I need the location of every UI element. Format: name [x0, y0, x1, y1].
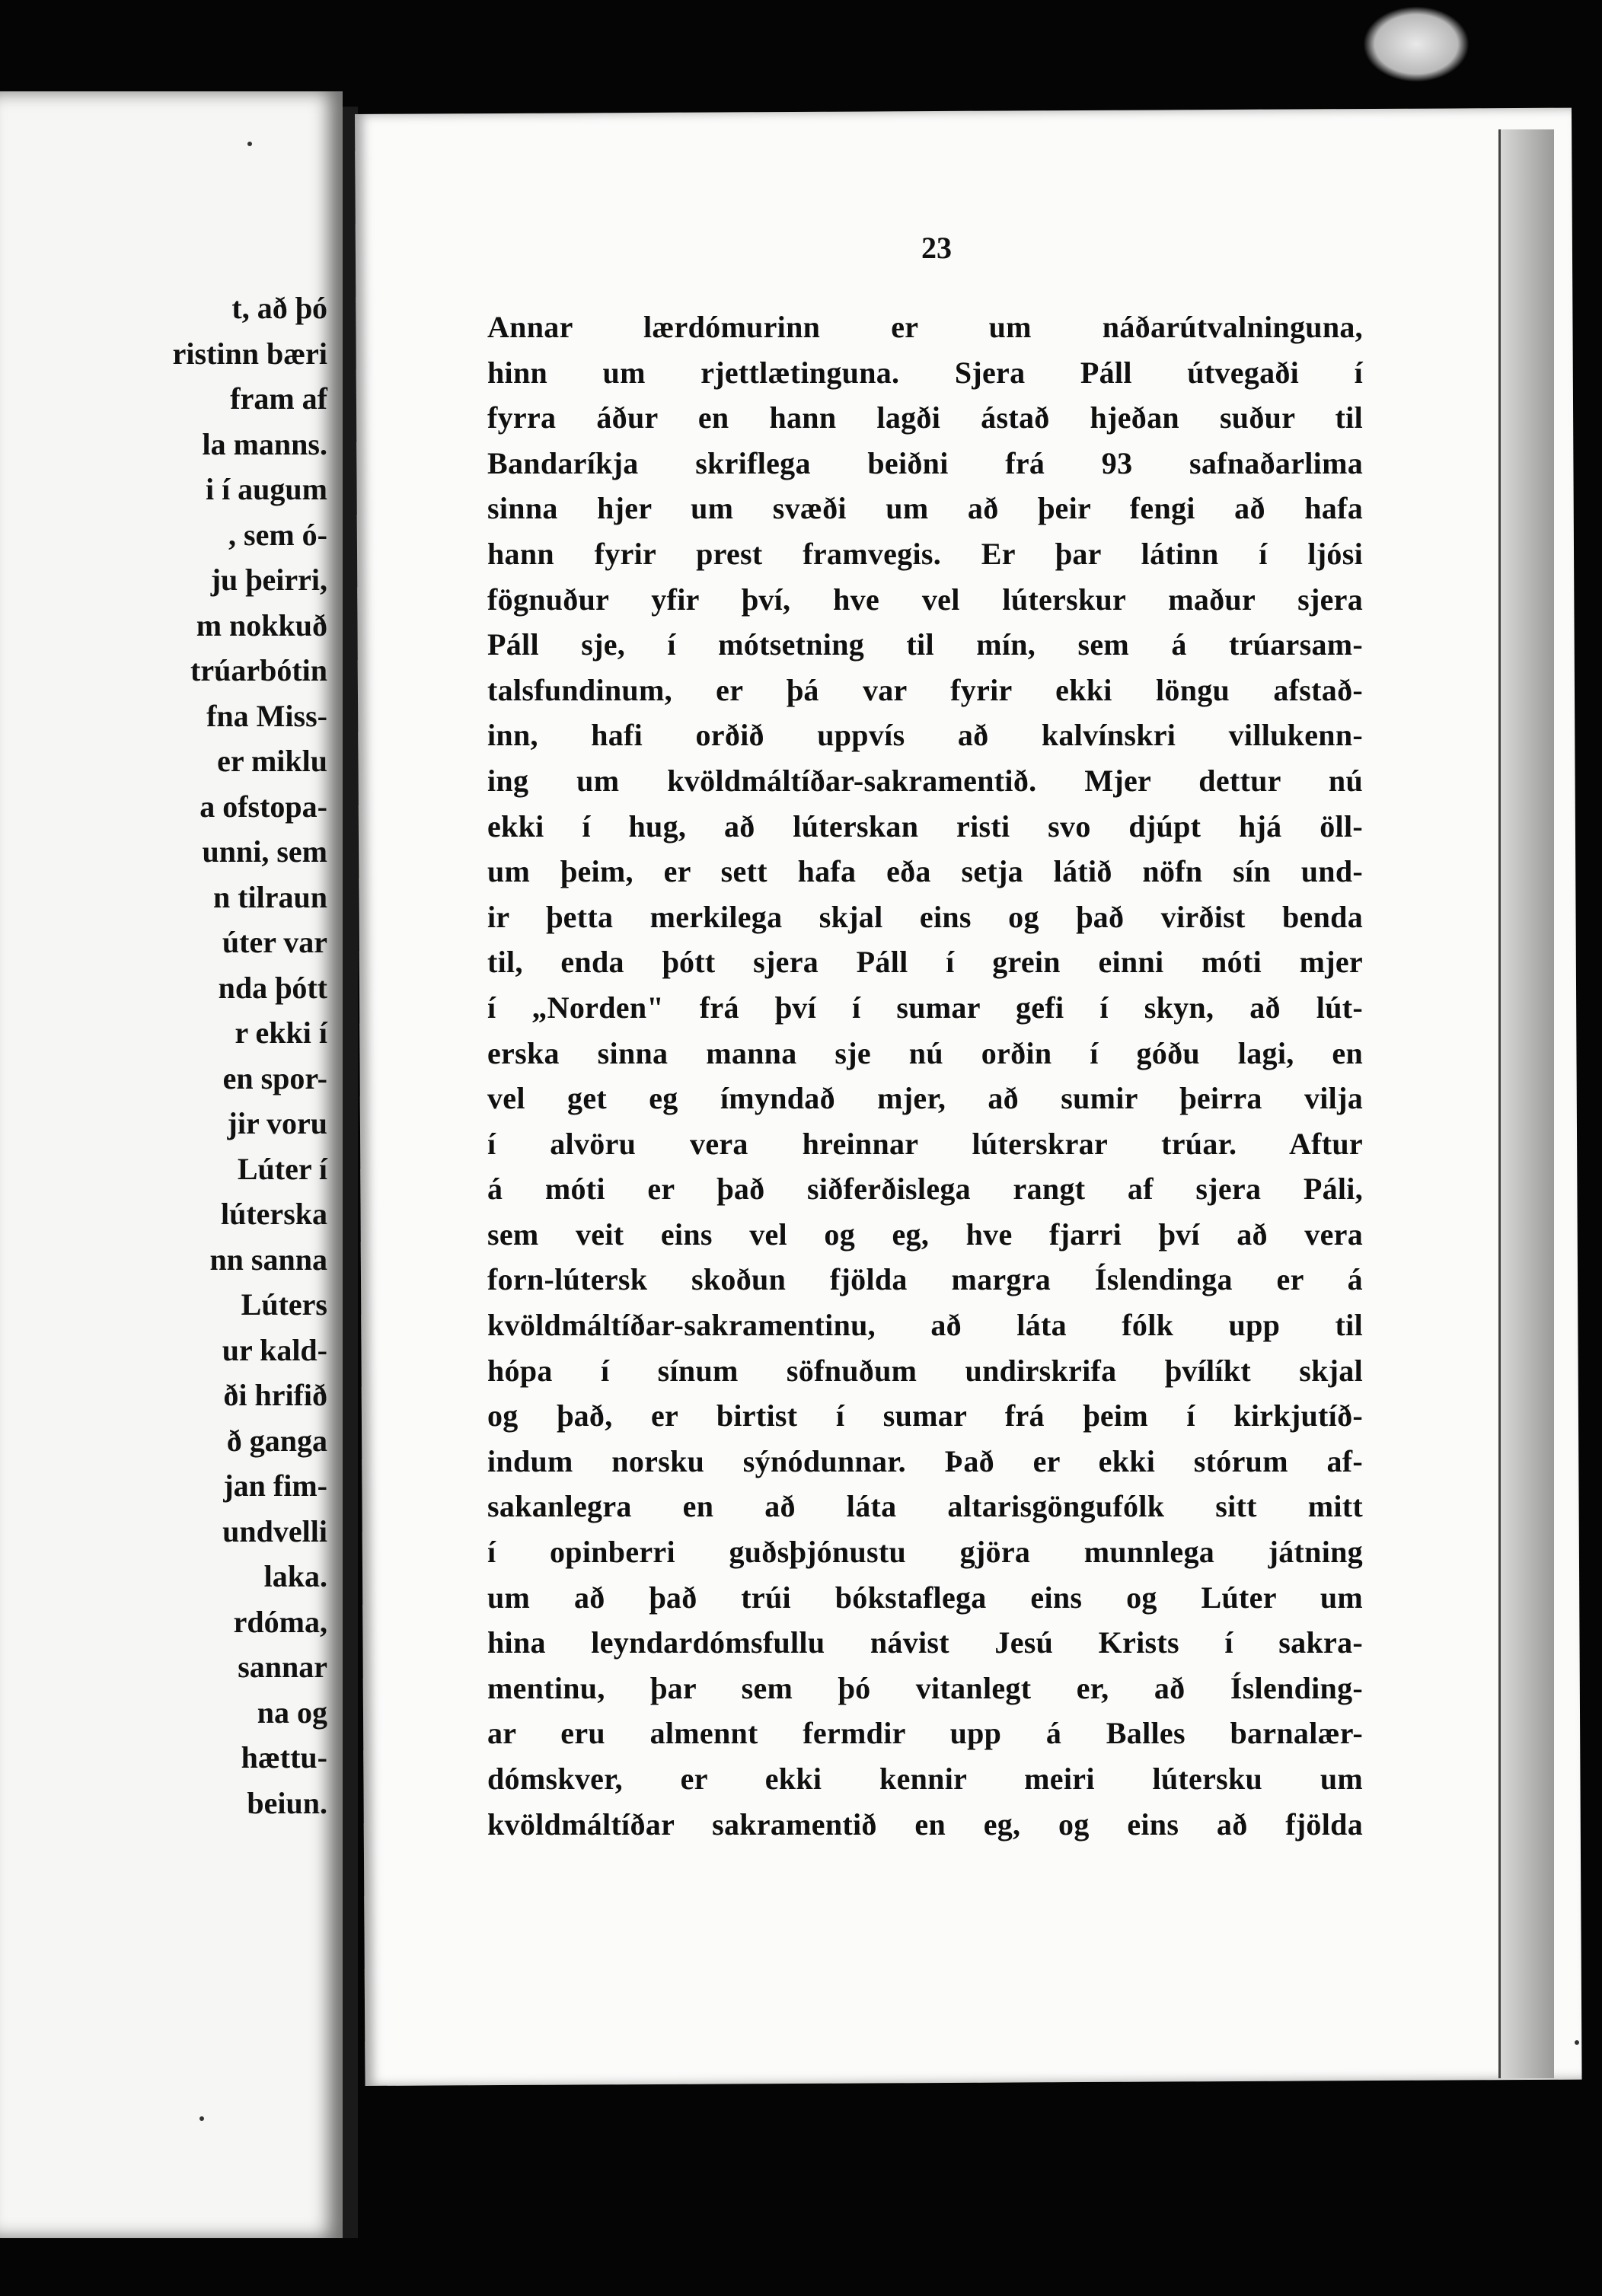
left-page-line: t, að þó — [231, 291, 327, 325]
body-line: Annar lærdómurinn er um náðarútvalninguna, — [487, 310, 1363, 344]
body-line: ar eru almennt fermdir upp á Balles barnalær- — [487, 1716, 1363, 1751]
left-page-line: la manns. — [202, 426, 327, 461]
body-line: hópa í sínum söfnuðum undirskrifa þvílíkt skjal — [487, 1353, 1363, 1388]
left-page-line: Lúters — [241, 1287, 327, 1322]
left-page-line: a ofstopa- — [199, 789, 327, 824]
left-page-line: úter var — [222, 925, 327, 959]
body-line: í „Norden" frá því í sumar gefi í skyn, að lút- — [487, 990, 1363, 1025]
body-line: í opinberri guðsþjónustu gjöra munnlega játning — [487, 1535, 1363, 1570]
body-line: á móti er það siðferðislega rangt af sjera Páli, — [487, 1172, 1363, 1207]
left-page-line: fna Miss- — [206, 698, 327, 733]
left-page-line: rdóma, — [233, 1604, 327, 1639]
book-gutter — [343, 107, 358, 2238]
left-page-line: sannar — [238, 1650, 327, 1684]
body-line: vel get eg ímyndað mjer, að sumir þeirra vilja — [487, 1081, 1363, 1116]
body-line: fögnuður yfir því, hve vel lúterskur maður sjera — [487, 582, 1363, 617]
left-page-text — [0, 285, 327, 1826]
left-page-line: undvelli — [222, 1513, 327, 1548]
left-page-line: nn sanna — [209, 1242, 327, 1277]
body-line: sakanlegra en að láta altarisgöngufólk sitt mitt — [487, 1489, 1363, 1524]
body-text — [487, 305, 1363, 1847]
page-edge — [1498, 129, 1554, 2078]
left-page-line: ju þeirri, — [210, 563, 327, 597]
body-line: og það, er birtist í sumar frá þeim í kirkjutíð- — [487, 1398, 1363, 1433]
body-line: hann fyrir prest framvegis. Er þar látinn í ljósi — [487, 536, 1363, 571]
body-line: talsfundinum, er þá var fyrir ekki löngu afstað- — [487, 672, 1363, 707]
body-line: inn, hafi orðið uppvís að kalvínskri villukenn- — [487, 718, 1363, 753]
left-page-line: m nokkuð — [196, 607, 327, 643]
left-page-line: ur kald- — [222, 1332, 327, 1367]
left-page-line: unni, sem — [202, 834, 327, 869]
left-page-line: r ekki í — [235, 1016, 327, 1050]
body-line: erska sinna manna sje nú orðin í góðu lagi, en — [487, 1035, 1363, 1070]
left-page-line: Lúter í — [237, 1151, 327, 1186]
body-line: um að það trúi bókstaflega eins og Lúter um — [487, 1580, 1363, 1615]
body-line: ekki í hug, að lúterskan risti svo djúpt hjá öll- — [487, 808, 1363, 843]
body-line: hinn um rjettlætinguna. Sjera Páll útvegaði í — [487, 355, 1363, 390]
body-line: ing um kvöldmáltíðar-sakramentið. Mjer dettur nú — [487, 763, 1363, 798]
body-line: sinna hjer um svæði um að þeir fengi að hafa — [487, 491, 1363, 526]
left-page-line: ristinn bæri — [172, 336, 327, 371]
left-page-line: nda þótt — [218, 970, 327, 1005]
body-line: til, enda þótt sjera Páll í grein einni móti mjer — [487, 945, 1363, 980]
left-page-line: beiun. — [247, 1785, 327, 1820]
body-line: ir þetta merkilega skjal eins og það virðist benda — [487, 899, 1363, 934]
dust-speck — [1575, 2040, 1579, 2045]
dust-speck — [199, 2116, 204, 2121]
left-page-line: , sem ó- — [228, 517, 327, 552]
body-line: fyrra áður en hann lagði ástað hjeðan suður til — [487, 400, 1363, 435]
left-page-line: jan fim- — [223, 1468, 327, 1503]
body-line: í alvöru vera hreinnar lúterskrar trúar. Aftur — [487, 1126, 1363, 1161]
left-page-line: ði hrifið — [223, 1378, 327, 1412]
body-line: indum norsku sýnódunnar. Það er ekki stórum af- — [487, 1443, 1363, 1478]
body-line: kvöldmáltíðar sakramentið en eg, og eins að fjölda — [487, 1807, 1363, 1842]
body-line: sem veit eins vel og eg, hve fjarri því að vera — [487, 1217, 1363, 1252]
body-line: dómskver, er ekki kennir meiri lútersku um — [487, 1762, 1363, 1796]
left-page-line: i í augum — [205, 472, 327, 506]
left-page-line: trúarbótin — [190, 653, 327, 687]
body-line: kvöldmáltíðar-sakramentinu, að láta fólk upp til — [487, 1308, 1363, 1343]
left-page-line: en spor- — [222, 1060, 327, 1095]
left-page-line: hættu- — [241, 1740, 327, 1775]
left-page — [0, 91, 343, 2238]
left-page-line: laka. — [263, 1559, 327, 1593]
body-line: mentinu, þar sem þó vitanlegt er, að Íslending- — [487, 1670, 1363, 1705]
body-line: Páll sje, í mótsetning til mín, sem á trúarsam- — [487, 627, 1363, 662]
left-page-line: na og — [257, 1695, 327, 1730]
left-page-line: jir voru — [227, 1106, 327, 1140]
dust-speck — [247, 142, 252, 146]
body-line: forn-lútersk skoðun fjölda margra Íslendinga er á — [487, 1262, 1363, 1297]
body-line: um þeim, er sett hafa eða setja látið nöfn sín und- — [487, 854, 1363, 889]
left-page-line: ð ganga — [226, 1423, 327, 1458]
body-line: hina leyndardómsfullu návist Jesú Krists í sakra- — [487, 1625, 1363, 1660]
left-page-line: lúterska — [221, 1197, 327, 1231]
left-page-line: fram af — [230, 381, 327, 416]
page-number: 23 — [921, 231, 952, 265]
left-page-line: er miklu — [217, 744, 327, 778]
left-page-line: n tilraun — [212, 879, 327, 914]
body-line: Bandaríkja skriflega beiðni frá 93 safnaðarlima — [487, 445, 1363, 480]
stamp-mark — [1363, 6, 1470, 82]
